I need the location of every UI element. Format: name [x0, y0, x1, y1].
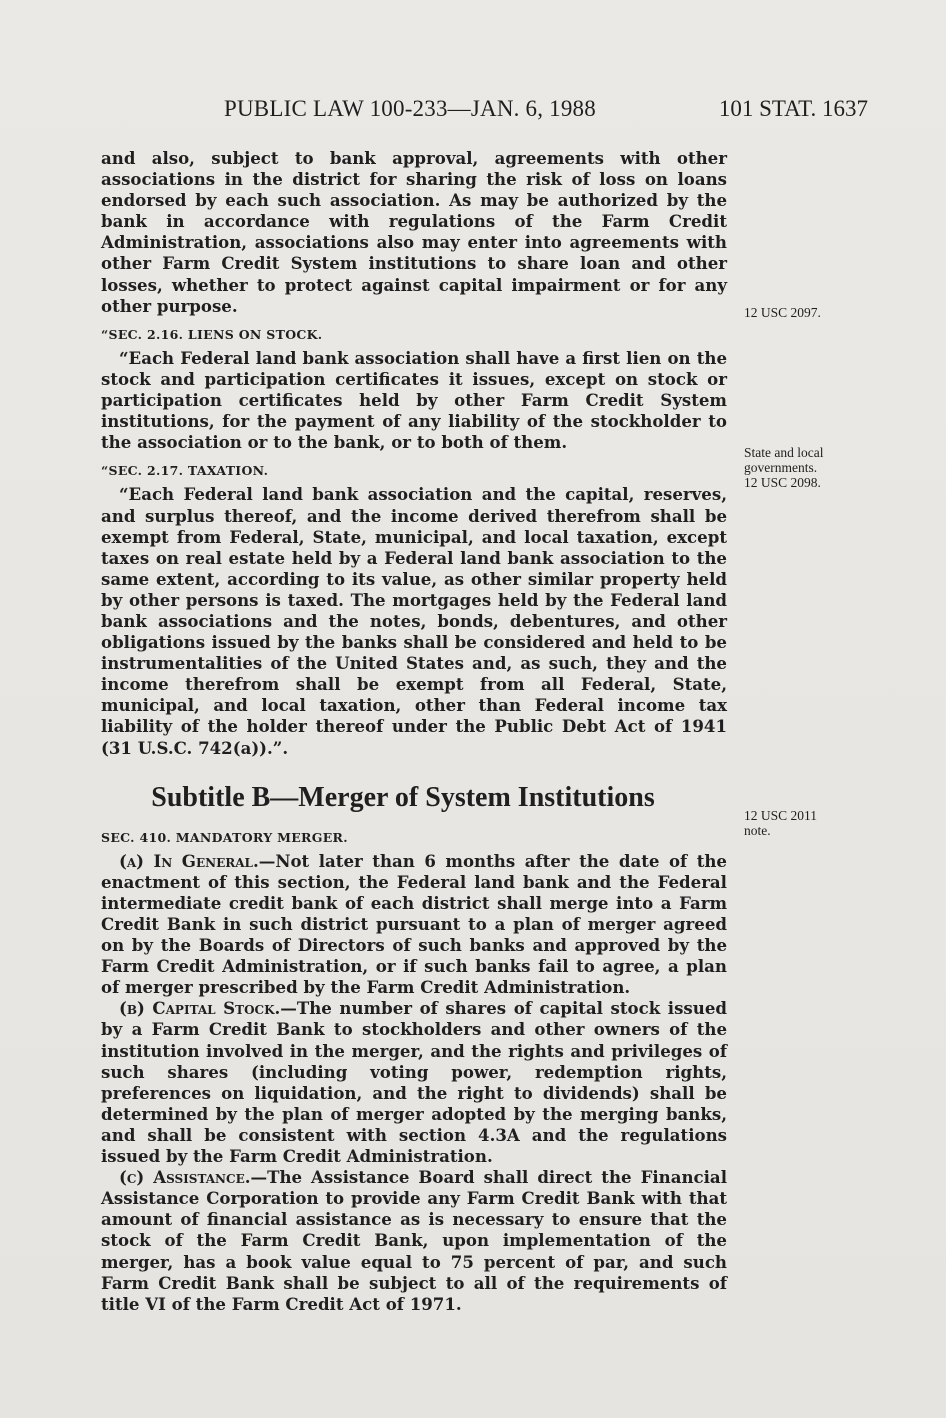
section-2-16-heading: “SEC. 2.16. LIENS ON STOCK.	[101, 326, 323, 342]
running-head: PUBLIC LAW 100-233—JAN. 6, 1988	[224, 96, 596, 121]
section-410-b-label: (b) Capital Stock.	[119, 998, 281, 1019]
section-410-a-text: —Not later than 6 months after the date of the enactment of this section, the Federal land bank and the Federal intermediate credit bank of each district shall merge into a Farm Credit Bank in such district pursuant to a plan of merger agreed on by the Boards of Directors of such banks and approved by the Farm Credit Administration, or if such banks fail to agree, a plan of merger prescribed by the Farm Credit Administration.	[101, 850, 727, 998]
margin-note-2-line3: 12 USC 2098.	[744, 475, 821, 490]
margin-note-2-line2: governments.	[744, 460, 818, 475]
margin-note-usc-2011	[744, 808, 874, 838]
margin-note-1-text: 12 USC 2097.	[744, 305, 821, 320]
section-410-c	[101, 1167, 727, 1315]
margin-note-3-line2: note.	[744, 823, 771, 838]
section-410-heading: SEC. 410. MANDATORY MERGER.	[101, 829, 348, 845]
section-2-17-heading: “SEC. 2.17. TAXATION.	[101, 463, 269, 479]
margin-note-2-line1: State and local	[744, 445, 824, 460]
statute-page-reference: 101 STAT. 1637	[718, 96, 868, 121]
section-410-a	[101, 851, 727, 999]
section-410-c-text: —The Assistance Board shall direct the Financial Assistance Corporation to provide any Farm Credit Bank with that amount of financial assistance as is necessary to ensure that the stock of the Farm Credit Bank, upon implementation of the merger, has a book value equal to 75 percent of par, and such Farm Credit Bank shall be subject to all of the requirements of title VI of the Farm Credit Act of 1971.	[101, 1167, 727, 1314]
section-410-b-text: —The number of shares of capital stock issued by a Farm Credit Bank to stockholders and other owners of the institution involved in the merger, and the rights and privileges of such shares (including voting power, redemption rights, preferences on liquidation, and the right to dividends) shall be determined by the plan of merger adopted by the merging banks, and shall be consistent with section 4.3A and the regulations issued by the Farm Credit Administration.	[101, 998, 727, 1167]
margin-note-3-line1: 12 USC 2011	[744, 808, 818, 823]
subtitle-heading: Subtitle B—Merger of System Institutions	[151, 781, 655, 813]
section-410-a-label: (a) In General.	[119, 850, 259, 871]
body-text	[101, 148, 727, 1315]
margin-note-usc-2097	[744, 305, 874, 320]
section-2-16-text: “Each Federal land bank association shall have a first lien on the stock and participation certificates it issues, except on stock or participation certificates held by other Farm Credit System institutions, for the payment of any liability of the stockholder to the association or to the bank, or to both of them.	[101, 347, 727, 453]
section-410-c-label: (c) Assistance.	[119, 1167, 251, 1188]
margin-note-taxation	[744, 445, 874, 490]
continuation-paragraph: and also, subject to bank approval, agreements with other associations in the district for sharing the risk of loss on loans endorsed by each such association. As may be authorized by the bank in accordance with regulations of the Farm Credit Administration, associations also may enter into agreements with other Farm Credit System institutions to share loan and other losses, whether to protect against capital impairment or for any other purpose.	[101, 148, 727, 316]
section-410-b	[101, 998, 727, 1167]
section-2-17-text: “Each Federal land bank association and the capital, reserves, and surplus thereof, and the income derived therefrom shall be exempt from Federal, State, municipal, and local taxation, except taxes on real estate held by a Federal land bank association to the same extent, according to its value, as other similar property held by other persons is taxed. The mortgages held by the Federal land bank associations and the notes, bonds, debentures, and other obligations issued by the banks shall be considered and held to be instrumentalities of the United States and, as such, they and the income therefrom shall be exempt from all Federal, State, municipal, and local taxation, other than Federal income tax liability of the holder thereof under the Public Debt Act of 1941 (31 U.S.C. 742(a)).”.	[101, 484, 727, 758]
